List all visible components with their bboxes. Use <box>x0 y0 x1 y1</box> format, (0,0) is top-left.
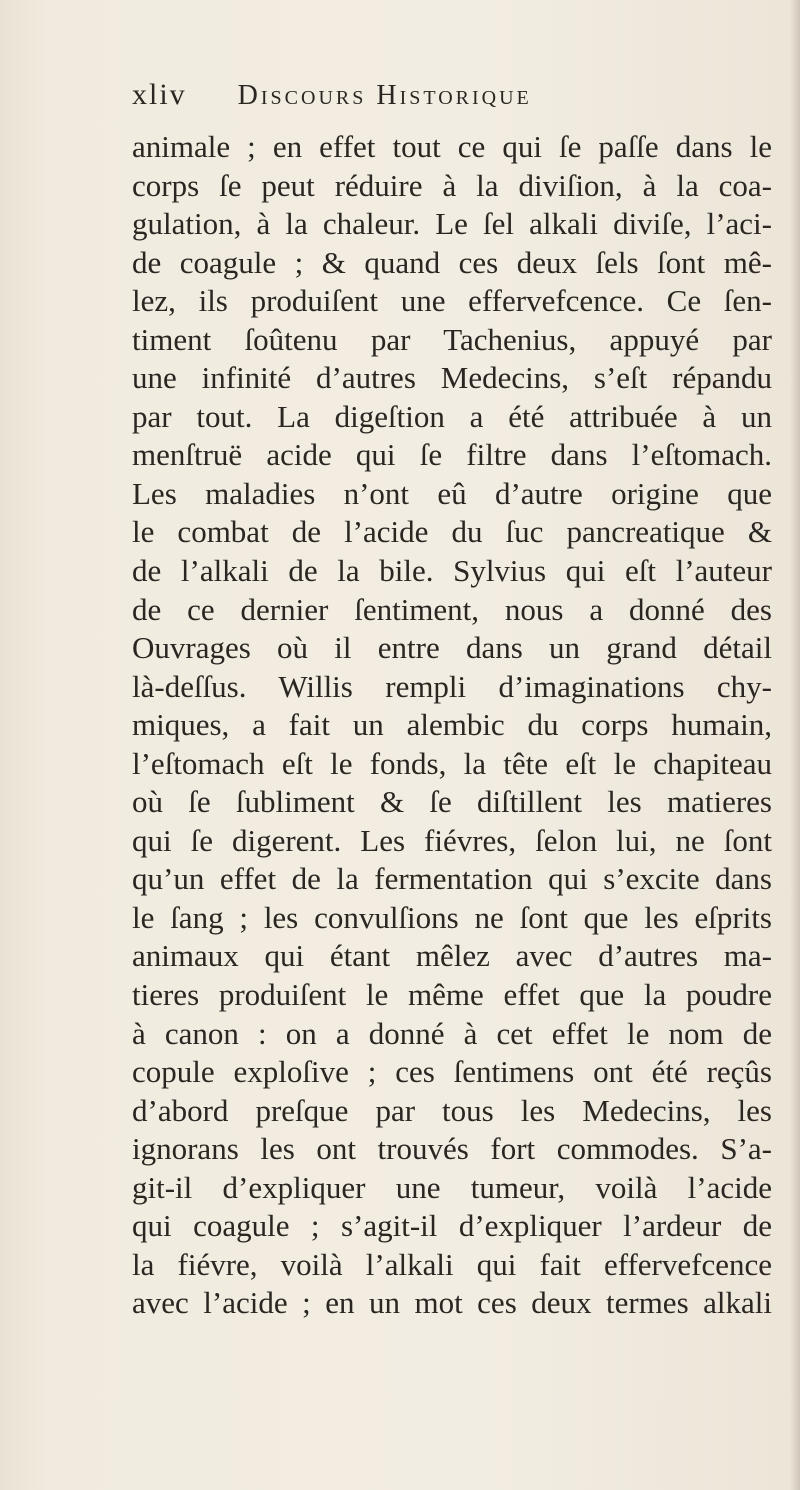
page-edge-shadow <box>790 0 800 1490</box>
text-line: miques, a fait un alembic du corps humain, <box>132 707 772 743</box>
text-line: le combat de l’acide du ſuc pancreatique & <box>132 514 772 550</box>
text-line: l’eſtomach eſt le fonds, la tête eſt le chapiteau <box>132 745 772 781</box>
text-line: de coagule ; & quand ces deux ſels ſont mê- <box>132 244 772 280</box>
text-line: à canon : on a donné à cet effet le nom de <box>132 1015 772 1051</box>
text-line: de ce dernier ſentiment, nous a donné des <box>132 591 772 627</box>
text-line: copule exploſive ; ces ſentimens ont été reçûs <box>132 1054 772 1090</box>
running-header <box>132 78 692 122</box>
running-title: Discours Historique <box>237 80 532 111</box>
text-line: le ſang ; les convulſions ne ſont que les eſprits <box>132 899 772 935</box>
text-line: une infinité d’autres Medecins, s’eſt répandu <box>132 360 772 396</box>
text-line: gulation, à la chaleur. Le ſel alkali diviſe, l’aci- <box>132 206 772 242</box>
text-line: git-il d’expliquer une tumeur, voilà l’acide <box>132 1169 772 1205</box>
text-line: menſtruë acide qui ſe filtre dans l’eſtomach. <box>132 437 772 473</box>
text-line: animaux qui étant mêlez avec d’autres ma- <box>132 938 772 974</box>
text-line: qu’un effet de la fermentation qui s’excite dans <box>132 861 772 897</box>
page-number: xliv <box>132 78 187 111</box>
text-line: de l’alkali de la bile. Sylvius qui eſt l’auteur <box>132 553 772 589</box>
text-line: qui coagule ; s’agit-il d’expliquer l’ardeur de <box>132 1208 772 1244</box>
text-line: là-deſſus. Willis rempli d’imaginations chy- <box>132 668 772 704</box>
text-line: qui ſe digerent. Les fiévres, ſelon lui, ne ſont <box>132 822 772 858</box>
text-line: lez, ils produiſent une effervefcence. Ce ſen- <box>132 283 772 319</box>
text-line: timent ſoûtenu par Tachenius, appuyé par <box>132 321 772 357</box>
text-line: tieres produiſent le même effet que la poudre <box>132 977 772 1013</box>
text-line: où ſe ſubliment & ſe diſtillent les matieres <box>132 784 772 820</box>
text-line: ignorans les ont trouvés fort commodes. S’a- <box>132 1131 772 1167</box>
text-line: la fiévre, voilà l’alkali qui fait effervefcence <box>132 1246 772 1282</box>
text-line: animale ; en effet tout ce qui ſe paſſe dans le <box>132 129 772 164</box>
text-line: Les maladies n’ont eû d’autre origine que <box>132 475 772 511</box>
text-line: corps ſe peut réduire à la diviſion, à la coa- <box>132 167 772 203</box>
text-line: d’abord preſque par tous les Medecins, les <box>132 1092 772 1128</box>
text-line: par tout. La digeſtion a été attribuée à un <box>132 398 772 434</box>
body-text <box>132 128 772 1323</box>
text-line: Ouvrages où il entre dans un grand détail <box>132 630 772 666</box>
text-line: avec l’acide ; en un mot ces deux termes alkali <box>132 1285 772 1321</box>
